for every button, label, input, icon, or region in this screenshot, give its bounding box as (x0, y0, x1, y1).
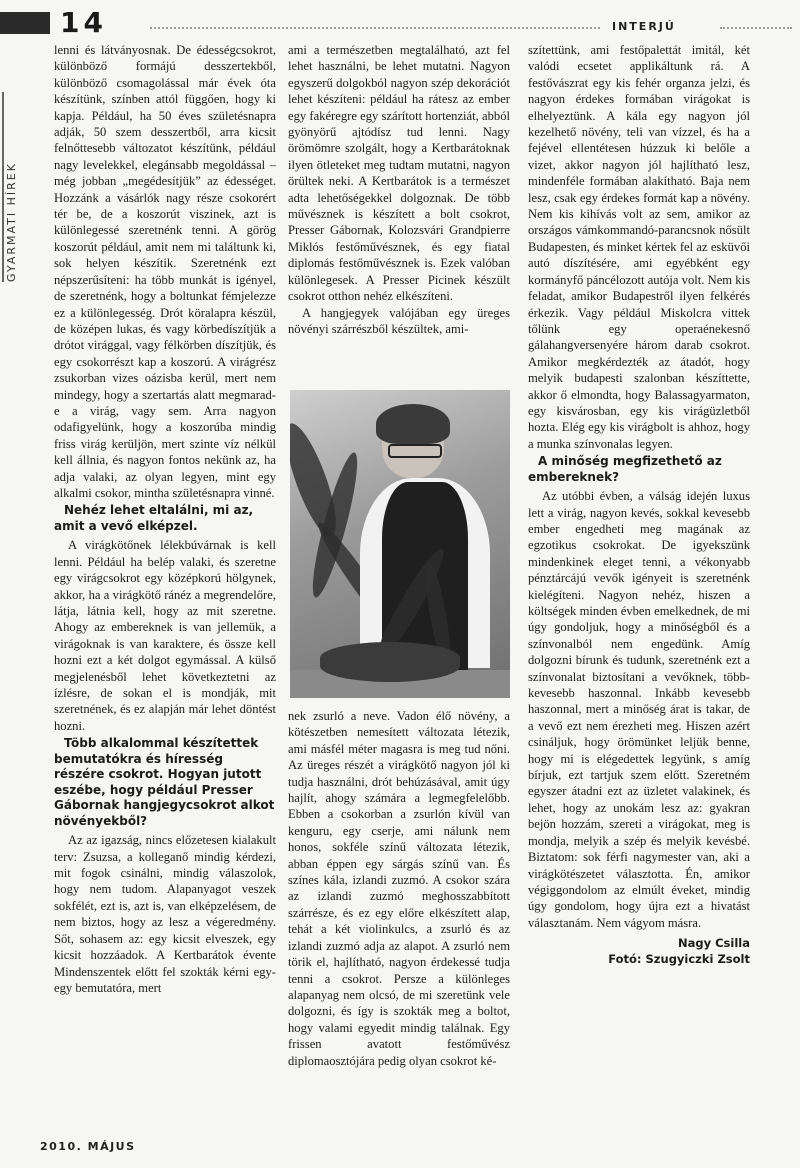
paragraph: Az az igazság, nincs előzetesen kialakult terv: Zsuzsa, a kolleganő mindig kérdezi, mit fogok csinálni, mindig válaszolok, hogy nem tudom. Alapanyagot veszek sokfélét, ezt is, azt is, van elképzelésem, de nem biztos, hogy az lesz a végeredmény. Sőt, sohasem az: egy kicsit elveszek, egy kicsit hozzáadok. A Kertbarátok évente Mindenszentek előtt fel szokták kérni egy-egy bemutatóra, mert (54, 833, 276, 995)
paragraph: ami a természetben megtalálható, azt fel lehet használni, be lehet mutatni. Nagyon egyszerű dolgokból nagyon szép dekorációt lehet készíteni: például ha rátesz az ember egy fakéregre egy szárított hortenziát, abból gyönyörű ajtódísz tud lenni. Nagy örömömre szolgált, hogy a Kertbarátoknak ilyen ötleteket meg tudtam mutatni, nagyon örültek neki. A Kertbarátok is a természet adta lehetőségekkel dolgoznak. De több művésznek is készített a bolt csokrot, Presser Gábornak, Kolozsvári Grandpierre Miklós festőművésznek, és egy fiatal diplomás festőművésznek is. Ezek valóban különlegesek. A Presser Picinek készült csokrot otthon nehéz elkészíteni. (288, 43, 510, 304)
paragraph: lenni és látványosnak. De édességcsokrot, különböző formájú desszertekből, különböző csomagolással már évek óta készítünk, színben attól függően, hogy ki kapja. Például, ha 50 éves születésnapra adják, 50 szem desszertből, arra kicsit felnőttesebb változatot készítünk, például nagy levelekkel, elegánsabb megoldással – még jobban „megédesítjük” az édességet. Hozzánk a vásárlók nagy része csokorért tér be, de a koszorút viszinek, azt is különlegessé szeretnénk tenni. A görög koszorút például, amit nem mi találtunk ki, sok helyen készítik. Szeretnénk ezt népszerűsíteni: ha több munkát is igényel, de szeretnénk, hogy a boltunkat fémjelezze ez a különlegesség. Drót köralapra készül, de középen lukas, és vagy körbedíszítjük a drótot virággal, vagy félkörben díszítjük, és egy csokorrészt kap a koszorú. A virágrész zsukorban vizes oázisba kerül, mert nem mindegy, hogy a szertartás alatt megmarad-e a virág, vagy sem. Arra nagyon odafigyelünk, hogy a koszorúba mindig friss virág kerüljön, mert szinte víz nélkül kell állnia, és nagyon fontos nekünk az, ha adja valaki, az olyan legyen, mint egy alkalmi csokor, mintha születésnapra vinné. (54, 43, 276, 500)
section-label: INTERJÚ (612, 20, 676, 33)
glasses (388, 444, 442, 458)
column-2-top (288, 42, 510, 337)
photo-credit: Fotó: Szugyiczki Zsolt (608, 952, 750, 967)
paragraph: szítettünk, ami festőpalettát imitál, két valódi ecsetet applikáltunk rá. A festővászrat egy kis fehér organza jelzi, és nagyon érdekes formában virágokat is elhelyeztünk. A kála egy nagyon jól kezelhető növény, teli van vízzel, és ha a fejével ellentétesen húzzuk ki belőle a vizet, akkor nagyon jól hajlítható lesz, mindenféle formában alakítható. Baja nem lesz, csak egy érdekes formát kap a növény. Nem kis kihívás volt az sem, amikor az országos vámkommandó-parancsnok nősült Budapesten, és minket kértek fel az esküvői autó díszítésére, ami egyébként egy kormányfő páncélozott autója volt. Nem kis feladat, amikor Budapestről ilyen felkérés érkezik. Vagy például Miskolcra vittek tőlünk egy operaénekesnő gálahangversenyére három darab csokrot. Amikor megkérdezték az átadót, hogy melyik budapesti szalonban készíttette, akkor ő elmondta, hogy Balassagyarmaton, egy kisvárosban, egy kis virágüzletből hozta. Elég egy kis virágbolt is ahhoz, hogy a munka színvonalas legyen. (528, 43, 750, 451)
side-tab (2, 92, 20, 282)
column-2-bottom (288, 708, 510, 1069)
florist-photo (290, 390, 510, 698)
plant-pot (320, 642, 460, 682)
page-number: 14 (60, 6, 107, 39)
footer-date: 2010. MÁJUS (40, 1140, 136, 1153)
header-rule-right (720, 27, 792, 29)
paragraph: Az utóbbi évben, a válság idején luxus lett a virág, nagyon kevés, sokkal kevesebb ember engedheti meg magának az egzotikus csokrokat. De igyekszünk mindenkinek eleget tenni, a vékonyabb pénztárcájú vevők igényeit is szeretnénk kielégíteni. Nagyon nehéz, hiszen a költségek minden évben emelkednek, de mi úgy gondoljuk, hogy a minőségből és a színvonalból nem engedünk. Amíg dolgozni bírunk és tudunk, szeretnénk ezt a színvonalat biztosítani a vevőknek, több-kevesebb haszonnal. Inkább kevesebb haszonnal, mert a minőség árat is takar, de a vevő ezt nem érezheti meg. Hiszen azért csináljuk, hogy örömünket leljük benne, hogy mi is elégedettek legyünk, s amíg bírjuk, ezt tartjuk szem előtt. Szeretném egyszer átadni ezt az üzletet valakinek, és lehet, hogy az unokám lesz az: gyakran bejön hozzám, szereti a virágokat, meg is mondja, melyik a szép és melyik kevésbé. Biztatom: sok férfi nagymester van, aki a virágkötészetet választotta. Én, amikor végiggondolom az elmúlt éveket, mindig úgy gondolom, hogy újra ezt a hivatást választanám. Nem vágyom másra. (528, 489, 750, 930)
person-hair (376, 404, 450, 444)
question-heading: Több alkalommal készítettek bemutatókra és híresség részére csokrot. Hogyan jutott eszébe, hogy például Presser Gábornak hangjegycsokrot alkot növényekből? (54, 736, 275, 828)
question-heading: Nehéz lehet eltalálni, mi az, amit a vevő elképzel. (54, 503, 254, 533)
header-bar (0, 12, 50, 34)
paragraph: A virágkötőnek lélekbúvárnak is kell lenni. Például ha belép valaki, és szeretne egy virágcsokrot egy középkorú hölgynek, akkor, ha a virágkötő ránéz a megrendelőre, látja, látnia kell, hogy az mit szeretne. Ahogy az embereknek is van jellemük, a virágoknak is van karaktere, és össze kell hozni ezt a két dolgot egymással. A külső megjelenésből lehet következtetni az ízlésre, de sokan el is mondják, mit szeretnének, és ez alapján már lehet döntést hozni. (54, 538, 276, 733)
author-name: Nagy Csilla (678, 936, 750, 951)
paragraph: nek zsurló a neve. Vadon élő növény, a kötészetben nemesített változata létezik, ami másfél méter magasra is meg tud nőni. Az üreges részét a virágkötő nagyon jól ki tudja használni, drót behúzásával, amit úgy hajlít, ahogy számára a legmegfelelőbb. Ebben a csokorban a zsurlón kívül van kenguru, egy cserje, ami nálunk nem honos, sokféle színű változata létezik, abban éppen egy sárgás színű van. És színes kála, izlandi zuzmó. A csokor szára az izlandi zuzmó meghosszabbított szárrésze, és ez egy előre elkészített alap, tehát a két violinkulcs, a zsurló és az izlandi zuzmó adja az alapot. A zsurló nem törik el, hajlítható, nagyon érdekessé tudja tenni a csokrot. Persze a különleges alapanyag nem olcsó, de mi szeretünk vele dolgozni, és így is szokták meg a boltot, hogy valami egyedit mindig találnak. Egy frissen avatott festőművész diplomaosztójára pedig olyan csokrot ké- (288, 709, 510, 1068)
side-tab-label: GYARMATI HÍREK (5, 162, 18, 282)
paragraph: A hangjegyek valójában egy üreges növényi szárrészből készültek, ami- (288, 305, 510, 336)
column-1 (54, 42, 276, 996)
header-rule (150, 27, 600, 29)
question-heading: A minőség megfizethető az embereknek? (528, 454, 722, 484)
column-3 (528, 42, 750, 967)
